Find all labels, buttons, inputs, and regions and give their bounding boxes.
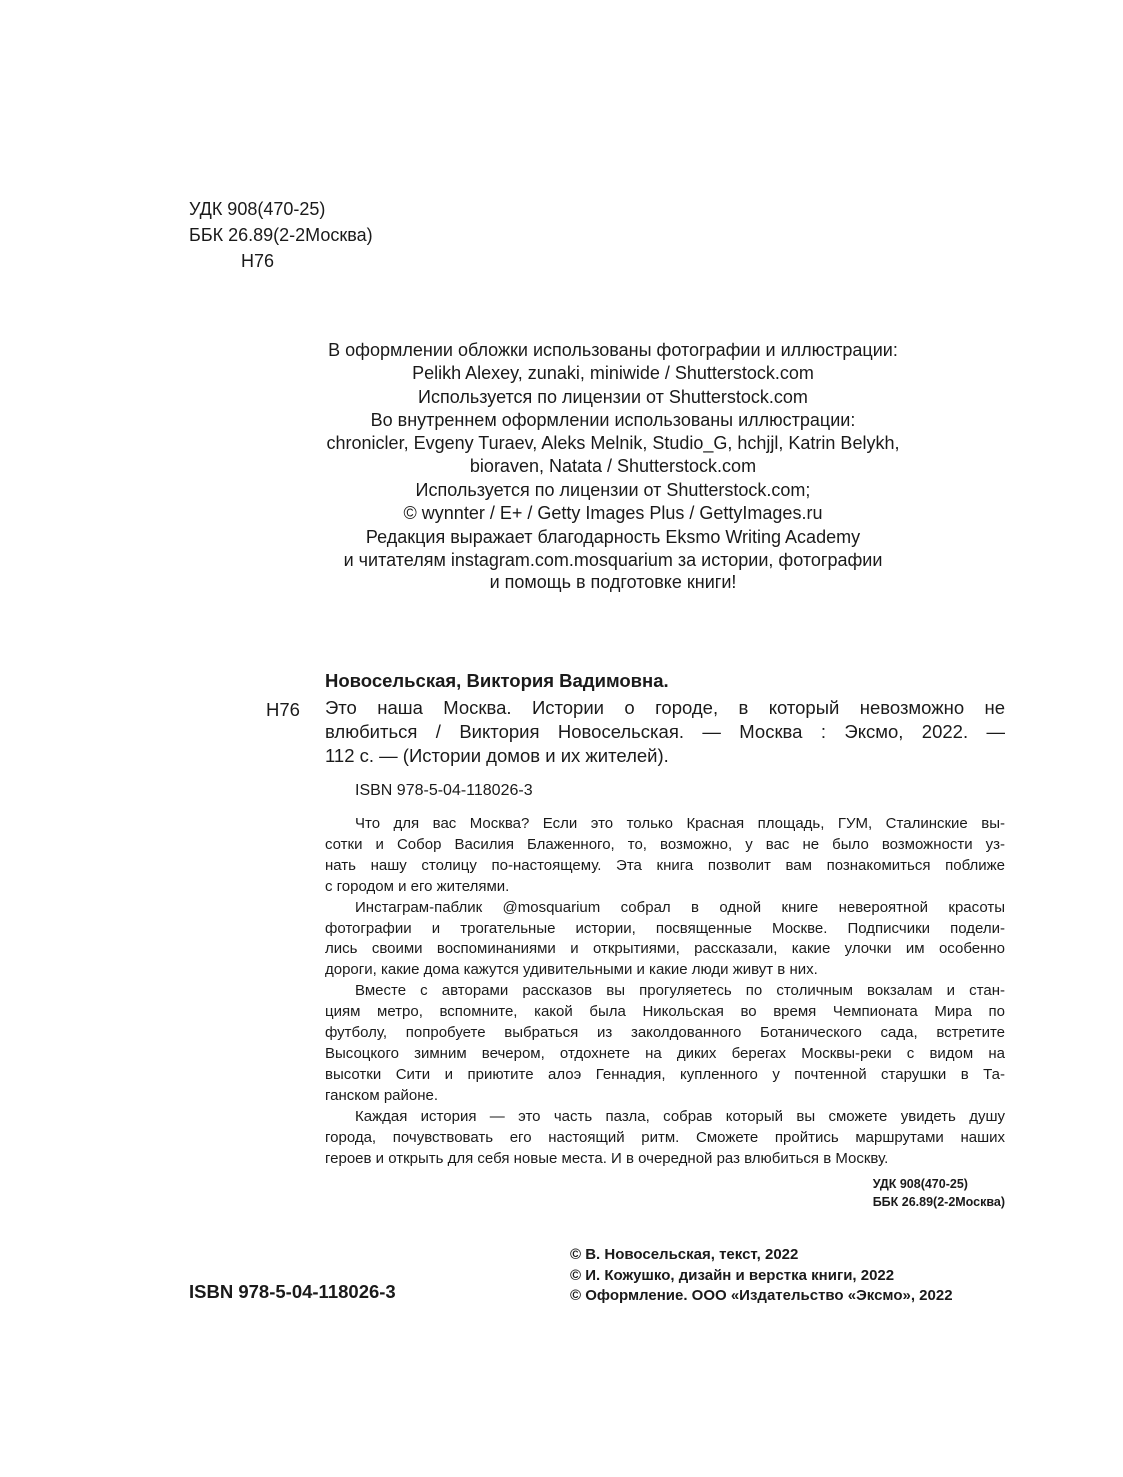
annotation-line: с городом и его жителями. (325, 877, 510, 895)
annotation-line: героев и открыть для себя новые места. И в очередной раз влюбиться в Москву. (325, 1149, 889, 1167)
annotation-line: дороги, какие дома кажутся удивительными и какие люди живут в них. (325, 961, 818, 979)
description-line: 112 с. — (Истории домов и их жителей). (325, 745, 669, 767)
annotation-line: Вместе с авторами рассказов вы прогуляетесь по столичным вокзалам и стан- (355, 982, 1005, 1000)
annotation-line: нать нашу столицу по-настоящему. Эта книга позволит вам познакомиться поближе (325, 856, 1005, 874)
udk-code: УДК 908(470-25) (872, 1177, 968, 1191)
acknowledgements (189, 526, 1037, 594)
credits-line: © wynnter / E+ / Getty Images Plus / GettyImages.ru (403, 503, 823, 524)
annotation-line: Что для вас Москва? Если это только Красная площадь, ГУМ, Сталинские вы- (355, 815, 1005, 832)
annotation-line: сотки и Собор Василия Блаженного, то, возможно, у вас не было возможности уз- (325, 835, 1005, 853)
annotation-paragraph (325, 1107, 1005, 1170)
udk-code: УДК 908(470-25) (189, 199, 326, 219)
record-code: Н76 (266, 699, 300, 720)
annotation-paragraph (325, 898, 1005, 982)
credits-line: chronicler, Evgeny Turaev, Aleks Melnik, Studio_G, hchjjl, Katrin Belykh, (326, 433, 900, 454)
annotation-line: лись своими воспоминаниями и открытиями, рассказали, какие улочки им особенно (325, 940, 1005, 958)
copyright-line: © И. Кожушко, дизайн и верстка книги, 2022 (570, 1266, 895, 1284)
image-credits (189, 339, 1037, 525)
classification-block (189, 196, 373, 274)
annotation-line: высотки Сити и приютите алоэ Геннадия, купленного у почтенной старушки в Та- (325, 1065, 1005, 1083)
description-line: влюбиться / Виктория Новосельская. — Москва : Эксмо, 2022. — (325, 721, 1005, 743)
credits-line: bioraven, Natata / Shutterstock.com (469, 456, 757, 477)
annotation-paragraph (325, 814, 1005, 898)
copyright-line: © В. Новосельская, текст, 2022 (570, 1246, 799, 1263)
record-author: Новосельская, Виктория Вадимовна. (325, 670, 669, 691)
bottom-classification (873, 1175, 1005, 1211)
copyright-line: © Оформление. ООО «Издательство «Эксмо», 2022 (570, 1287, 953, 1304)
copyright-block (570, 1245, 953, 1307)
bbk-code: ББК 26.89(2-2Москва) (872, 1195, 1005, 1209)
credits-line: Используется по лицензии от Shutterstock.com (418, 386, 808, 407)
credits-line: Pelikh Alexey, zunaki, miniwide / Shutterstock.com (412, 363, 814, 384)
annotation-line: Каждая история — это часть пазла, собрав который вы сможете увидеть душу (355, 1107, 1005, 1125)
thanks-line: и помощь в подготовке книги! (489, 572, 737, 592)
annotation-line: Инстаграм-паблик @mosquarium собрал в одной книге невероятной красоты (355, 898, 1005, 916)
annotation-line: Высоцкого зимним вечером, отдохнете на диких берегах Москвы-реки с видом на (325, 1044, 1005, 1062)
bbk-code: ББК 26.89(2-2Москва) (189, 225, 373, 245)
credits-line: Используется по лицензии от Shutterstock.com; (415, 479, 811, 500)
annotation (325, 814, 1005, 1169)
credits-line: В оформлении обложки использованы фотографии и иллюстрации: (328, 340, 898, 360)
credits-line: Во внутреннем оформлении использованы иллюстрации: (370, 409, 856, 430)
thanks-line: и читателям instagram.com.mosquarium за истории, фотографии (343, 549, 883, 570)
thanks-line: Редакция выражает благодарность Eksmo Writing Academy (365, 527, 861, 547)
author-mark: Н76 (241, 251, 275, 271)
annotation-line: фотографии и трогательные истории, посвященные Москве. Подписчики подели- (325, 919, 1005, 937)
annotation-line: футболу, попробуете выбраться из заколдованного Ботанического сада, встретите (325, 1024, 1005, 1042)
record-description (325, 696, 1005, 769)
description-line: Это наша Москва. Истории о городе, в который невозможно не (325, 697, 1005, 718)
annotation-line: циям метро, вспомните, какой была Никольская во время Чемпионата Мира по (325, 1003, 1005, 1021)
annotation-paragraph (325, 981, 1005, 1106)
annotation-line: ганском районе. (325, 1086, 439, 1104)
annotation-line: города, почувствовать его настоящий ритм. Сможете пройтись маршрутами наших (325, 1128, 1005, 1146)
record-isbn: ISBN 978-5-04-118026-3 (355, 782, 533, 799)
isbn-bottom: ISBN 978-5-04-118026-3 (189, 1281, 396, 1302)
